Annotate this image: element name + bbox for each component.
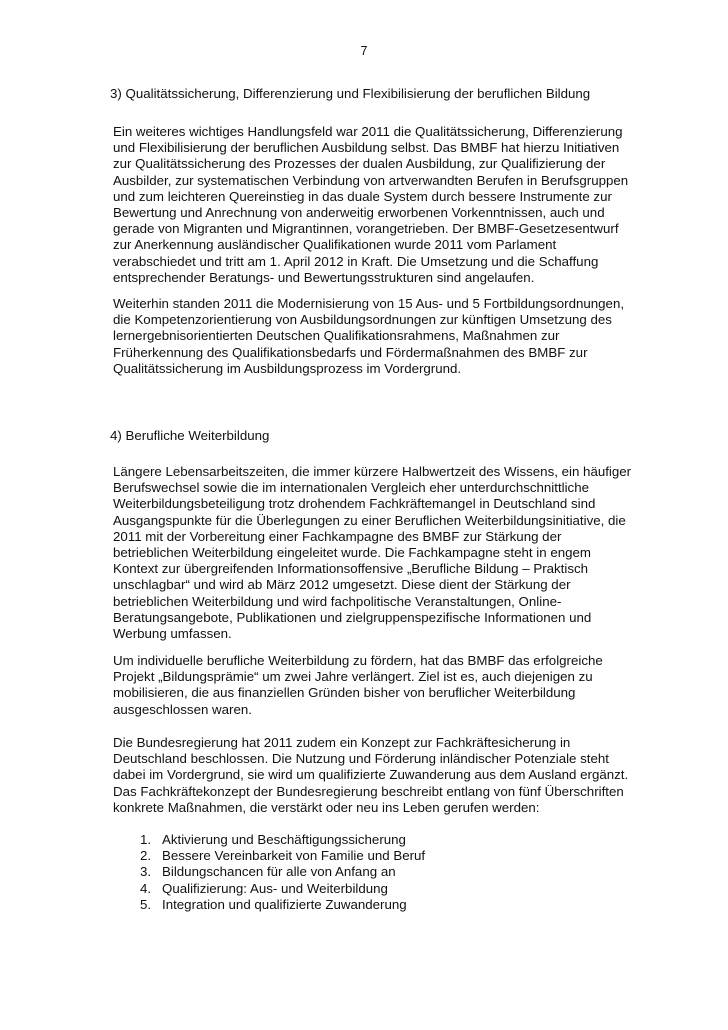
list-item — [140, 864, 425, 880]
list-item-text: Qualifizierung: Aus- und Weiterbildung — [162, 880, 388, 896]
list-item-text: Aktivierung und Beschäftigungssicherung — [162, 832, 406, 847]
list-item-text: Integration und qualifizierte Zuwanderung — [162, 896, 407, 912]
paragraph-line: gerade von Migranten und Migrantinnen, vorangetrieben. Der BMBF-Gesetzesentwurf — [113, 221, 619, 237]
paragraph-line: Ausgangspunkte für die Überlegungen zu einer Beruflichen Weiterbildungsinitiative, die — [113, 512, 626, 528]
paragraph-line: 2011 mit der Vorbereitung einer Fachkampagne des BMBF zur Stärkung der — [113, 528, 562, 544]
list-item-number: 5. — [140, 896, 152, 912]
list-item-number: 1. — [140, 832, 152, 847]
paragraph-line: Kontext zur übergreifenden Informationsoffensive „Berufliche Bildung – Praktisch — [113, 561, 589, 577]
page-number: 7 — [360, 44, 368, 58]
paragraph-line: Qualitätssicherung im Ausbildungsprozess im Vordergrund. — [113, 360, 462, 376]
list-item-text: Bildungschancen für alle von Anfang an — [162, 864, 396, 880]
paragraph-line: lernergebnisorientierten Deutschen Qualifikationsrahmens, Maßnahmen zur — [113, 328, 560, 344]
paragraph-line: Früherkennung des Qualifikationsbedarfs und Fördermaßnahmen des BMBF zur — [113, 344, 588, 360]
list-item-number: 3. — [140, 864, 152, 880]
paragraph-line: zur Anerkennung ausländischer Qualifikationen wurde 2011 vom Parlament — [113, 237, 557, 253]
paragraph-line: die Kompetenzorientierung von Ausbildungsordnungen zur künftigen Umsetzung des — [113, 312, 612, 328]
paragraph-line: betrieblichen Weiterbildung eingeleitet wurde. Die Fachkampagne steht in engem — [113, 545, 591, 561]
paragraph-line: verabschiedet und tritt am 1. April 2012 in Kraft. Die Umsetzung und die Schaffung — [113, 253, 599, 269]
paragraph-line: Deutschland beschlossen. Die Nutzung und Förderung inländischer Potenziale steht — [113, 751, 609, 767]
paragraph-line: Bewertung und Anrechnung von anderweitig erworbenen Vorkenntnissen, auch und — [113, 205, 605, 221]
paragraph-line: betrieblichen Weiterbildung und wird fachpolitische Veranstaltungen, Online- — [113, 593, 562, 609]
section-3-heading: 3) Qualitätssicherung, Differenzierung und Flexibilisierung der beruflichen Bildung — [110, 86, 591, 101]
paragraph-line: Ein weiteres wichtiges Handlungsfeld war 2011 die Qualitätssicherung, Differenzierung — [113, 124, 623, 139]
paragraph-line: Die Bundesregierung hat 2011 zudem ein Konzept zur Fachkräftesicherung in — [113, 735, 571, 750]
paragraph-line: und Flexibilisierung der beruflichen Ausbildung selbst. Das BMBF hat hierzu Initiativen — [113, 140, 620, 156]
paragraph-line: dabei im Vordergrund, sie wird um qualifizierte Zuwanderung aus dem Ausland ergänzt. — [113, 767, 629, 783]
paragraph-line: Berufswechsel sowie die im internationalen Vergleich eher unterdurchschnittliche — [113, 480, 589, 496]
paragraph-line: Das Fachkräftekonzept der Bundesregierung beschreibt entlang von fünf Überschriften — [113, 783, 624, 799]
list-item — [140, 848, 425, 864]
paragraph-line: unschlagbar“ und wird ab März 2012 umgesetzt. Diese dient der Stärkung der — [113, 577, 571, 593]
section-4-paragraph-2 — [113, 653, 638, 718]
list-item — [140, 897, 425, 913]
section-4-paragraph-1 — [113, 464, 638, 642]
list-item-number: 4. — [140, 880, 152, 896]
section-4-heading: 4) Berufliche Weiterbildung — [110, 428, 270, 443]
list-item — [140, 832, 425, 848]
paragraph-line: entsprechender Beratungs- und Bewertungsstrukturen sind angelaufen. — [113, 269, 535, 285]
paragraph-line: konkrete Maßnahmen, die verstärkt oder neu ins Leben gerufen werden: — [113, 799, 540, 815]
section-4-paragraph-3 — [113, 735, 638, 816]
paragraph-line: zur Qualitätssicherung des Prozesses der dualen Ausbildung, zur Qualifizierung der — [113, 156, 606, 172]
paragraph-line: und zum leichteren Quereinstieg in das duale System durch bessere Instrumente zur — [113, 188, 612, 204]
paragraph-line: Beratungsangebote, Publikationen und zielgruppenspezifische Informationen und — [113, 609, 592, 625]
paragraph-line: Werbung umfassen. — [113, 626, 232, 642]
paragraph-line: Weiterbildungsbeteiligung trotz drohendem Fachkräftemangel in Deutschland sind — [113, 496, 596, 512]
paragraph-line: Längere Lebensarbeitszeiten, die immer kürzere Halbwertzeit des Wissens, ein häufiger — [113, 464, 632, 479]
paragraph-line: Ausbilder, zur systematischen Verbindung von artverwandten Berufen in Berufsgruppen — [113, 172, 629, 188]
section-3-paragraph-2 — [113, 296, 638, 377]
list-item — [140, 881, 425, 897]
paragraph-line: Weiterhin standen 2011 die Modernisierung von 15 Aus- und 5 Fortbildungsordnungen, — [113, 296, 625, 311]
paragraph-line: mobilisieren, die aus finanziellen Gründen bisher von beruflicher Weiterbildung — [113, 685, 576, 701]
list-item-number: 2. — [140, 848, 152, 864]
paragraph-line: Projekt „Bildungsprämie“ um zwei Jahre verlängert. Ziel ist es, auch diejenigen zu — [113, 669, 593, 685]
paragraph-line: Um individuelle berufliche Weiterbildung zu fördern, hat das BMBF das erfolgreiche — [113, 653, 603, 668]
list-item-text: Bessere Vereinbarkeit von Familie und Beruf — [162, 848, 426, 864]
paragraph-line: ausgeschlossen waren. — [113, 701, 252, 717]
section-3-paragraph-1 — [113, 124, 638, 286]
measures-list — [140, 832, 425, 913]
